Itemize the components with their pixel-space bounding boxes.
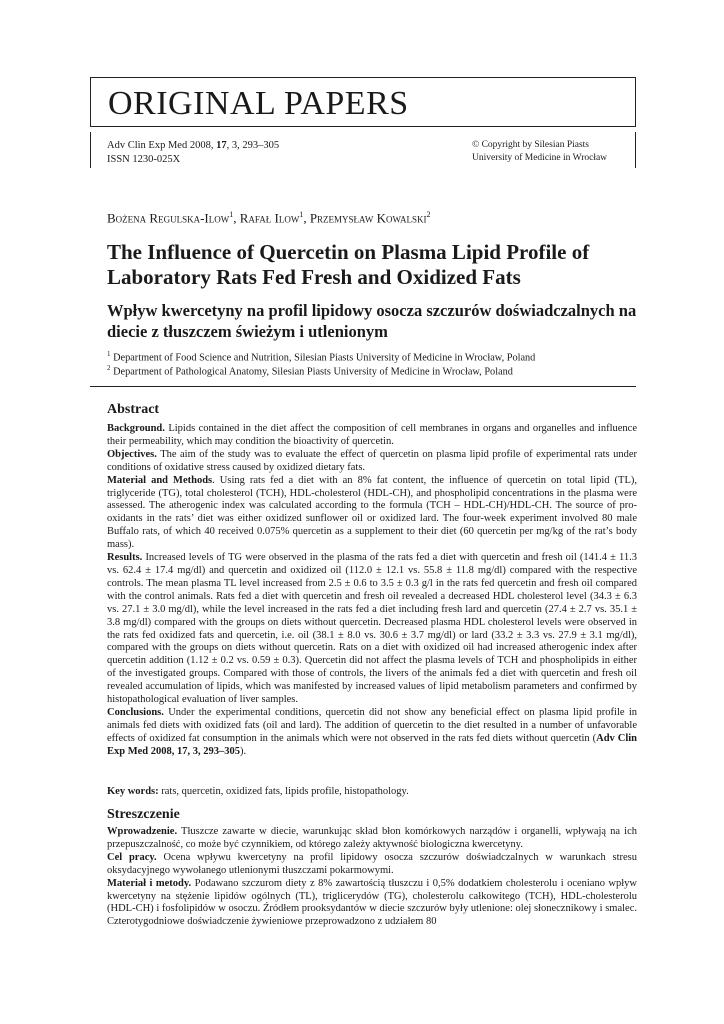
affiliation: $^2$ Department of Pathological Anatomy, Silesian Piasts University of Medicine in Wrocław, Poland xyxy=(107,364,513,378)
author-name: Rafał Ilow xyxy=(239,210,300,226)
keywords: Key words: rats, quercetin, oxidized fats, lipids profile, histopathology. xyxy=(107,786,409,797)
author-name: Bożena Regulska-Ilow xyxy=(107,210,230,226)
abstract-background: Background. Lipids contained in the diet affect the composition of cell membranes in organs and organelles and influence their permeability, which may condition the bioactivity of quercetin. xyxy=(107,423,637,447)
article-title-polish: Wpływ kwercetyny na profil lipidowy osocza szczurów doświadczalnych na diecie z tłuszczem świeżym i utlenionym xyxy=(107,301,637,341)
banner-rule-left xyxy=(90,132,91,168)
issn: ISSN 1230-025X xyxy=(107,154,181,165)
abstract-body xyxy=(107,423,637,759)
abstract-objectives: Objectives. The aim of the study was to evaluate the effect of quercetin on plasma lipid profile of experimental rats under conditions of oxidative stress caused by oxidized dietary fats. xyxy=(107,448,637,473)
streszczenie-methods: Materiał i metody. Podawano szczurom diety z 8% zawartością tłuszczu i 0,5% dodatkiem cholesterolu i oceniano wpływ kwercetyny na stężenie lipidów ogólnych (TL), triglicerydów (TG), cholesterolu całkowitego (TCH), HDL-cholesterolu (HDL-CH) i fosfolipidów w osoczu. Źródłem prooksydantów w diecie szczurów były utlenione: olej słonecznikowy i smalec. Czterotygodniowe doświadczenie żywieniowe przeprowadzono z udziałem 80 xyxy=(107,877,638,928)
banner-rule-right xyxy=(635,132,636,168)
streszczenie-heading: Streszczenie xyxy=(107,807,180,822)
section-title: ORIGINAL PAPERS xyxy=(108,85,409,122)
section-banner xyxy=(90,77,636,127)
streszczenie-aim: Cel pracy. Ocena wpływu kwercetyny na profil lipidowy osocza szczurów doświadczalnych w warunkach stresu oksydacyjnego wywołanego utlenionymi tłuszczami pokarmowymi. xyxy=(107,851,637,876)
abstract-results: Results. Increased levels of TG were observed in the plasma of the rats fed a diet with quercetin and fresh oil (141.4 ± 11.3 vs. 62.4 ± 17.4 mg/dl) and quercetin and oxidized oil (112.0 ± 12.1 vs. 55.8 ± 11.8 mg/dl) compared with the respective controls. The mean plasma TL level increased from 2.5 ± 0.6 to 3.5 ± 0.3 g/l in the rats fed quercetin and fresh oil compared with the control animals. Rats fed a diet with quercetin and fresh oil revealed a decreased HDL cholesterol level (34.3 ± 6.3 vs. 27.1 ± 3.0 mg/dl), while the level increased in the rats fed a diet including fresh lard and quercetin (27.4 ± 2.7 vs. 35.1 ± 3.8 mg/dl) compared with the groups on diets without quercetin. Decreased plasma HDL cholesterol levels were observed in the rats fed oxidized fats and quercetin, i.e. oil (38.1 ± 8.0 vs. 30.6 ± 3.7 mg/dl) or lard (33.2 ± 3.3 vs. 27.9 ± 3.1 mg/dl), compared with the groups on diets without quercetin. Rats on a diet with oxidized oil had increased atherogenic index after quercetin addition (1.12 ± 0.2 vs. 0.59 ± 0.3). Quercetin did not affect the plasma levels of TCH and phospholipids in either of the investigated groups. Compared with those of controls, the livers of the animals fed a diet with quercetin and fresh oil revealed accumulation of lipids, which was manifested by increased values of lipid metabolism parameters and confirmed by histopathological evaluation of liver samples. xyxy=(107,552,638,706)
abstract-conclusions: Conclusions. Under the experimental conditions, quercetin did not show any beneficial effect on plasma lipid profile in animals fed diets with oxidized fats (oil and lard). The addition of quercetin to the diet resulted in a number of unfavorable effects of oxidized fat consumption in the animals which were not observed in the rats fed diets without quercetin (Adv Clin Exp Med 2008, 17, 3, 293–305). xyxy=(107,706,638,757)
streszczenie-intro: Wprowadzenie. Tłuszcze zawarte w diecie, warunkując skład błon komórkowych narządów i organelli, wpływają na ich przepuszczalność, co może być czynnikiem, od którego zależy aktywność biologiczna kwercetyny. xyxy=(107,826,638,850)
copyright-notice: © Copyright by Silesian Piasts University of Medicine in Wrocław xyxy=(472,140,608,163)
journal-citation: Adv Clin Exp Med 2008, 17, 3, 293–305 ISSN 1230-025X xyxy=(107,140,280,165)
affiliation: $^1$ Department of Food Science and Nutrition, Silesian Piasts University of Medicine in Wrocław, Poland xyxy=(107,350,536,364)
divider xyxy=(90,386,636,387)
author-list: Bożena Regulska-Ilow$^1$, Rafał Ilow$^1$, Przemysław Kowalski$^2$ xyxy=(107,210,431,226)
abstract-methods: Material and Methods. Using rats fed a diet with an 8% fat content, the influence of quercetin on total lipid (TL), triglyceride (TG), total cholesterol (TCH), HDL-cholesterol (HDL-CH), and phospholipid concentrations in the plasma were assessed. The atherogenic index was calculated according to the formula (TCH – HDL-CH)/HDL-CH. The source of pro-oxidants in the rats’ diet was either oxidized sunflower oil or oxidized lard. The four-week experiment involved 80 male Buffalo rats, of which 40 received 0.075% quercetin as a supplement to their diet (60 quercetin per mg/kg of the rat’s body mass). xyxy=(107,474,637,551)
streszczenie-body xyxy=(107,826,637,929)
abstract-heading: Abstract xyxy=(107,402,160,417)
article-title: The Influence of Quercetin on Plasma Lipid Profile of Laboratory Rats Fed Fresh and Oxidized Fats xyxy=(107,240,590,289)
author-name: Przemysław Kowalski xyxy=(309,210,427,226)
